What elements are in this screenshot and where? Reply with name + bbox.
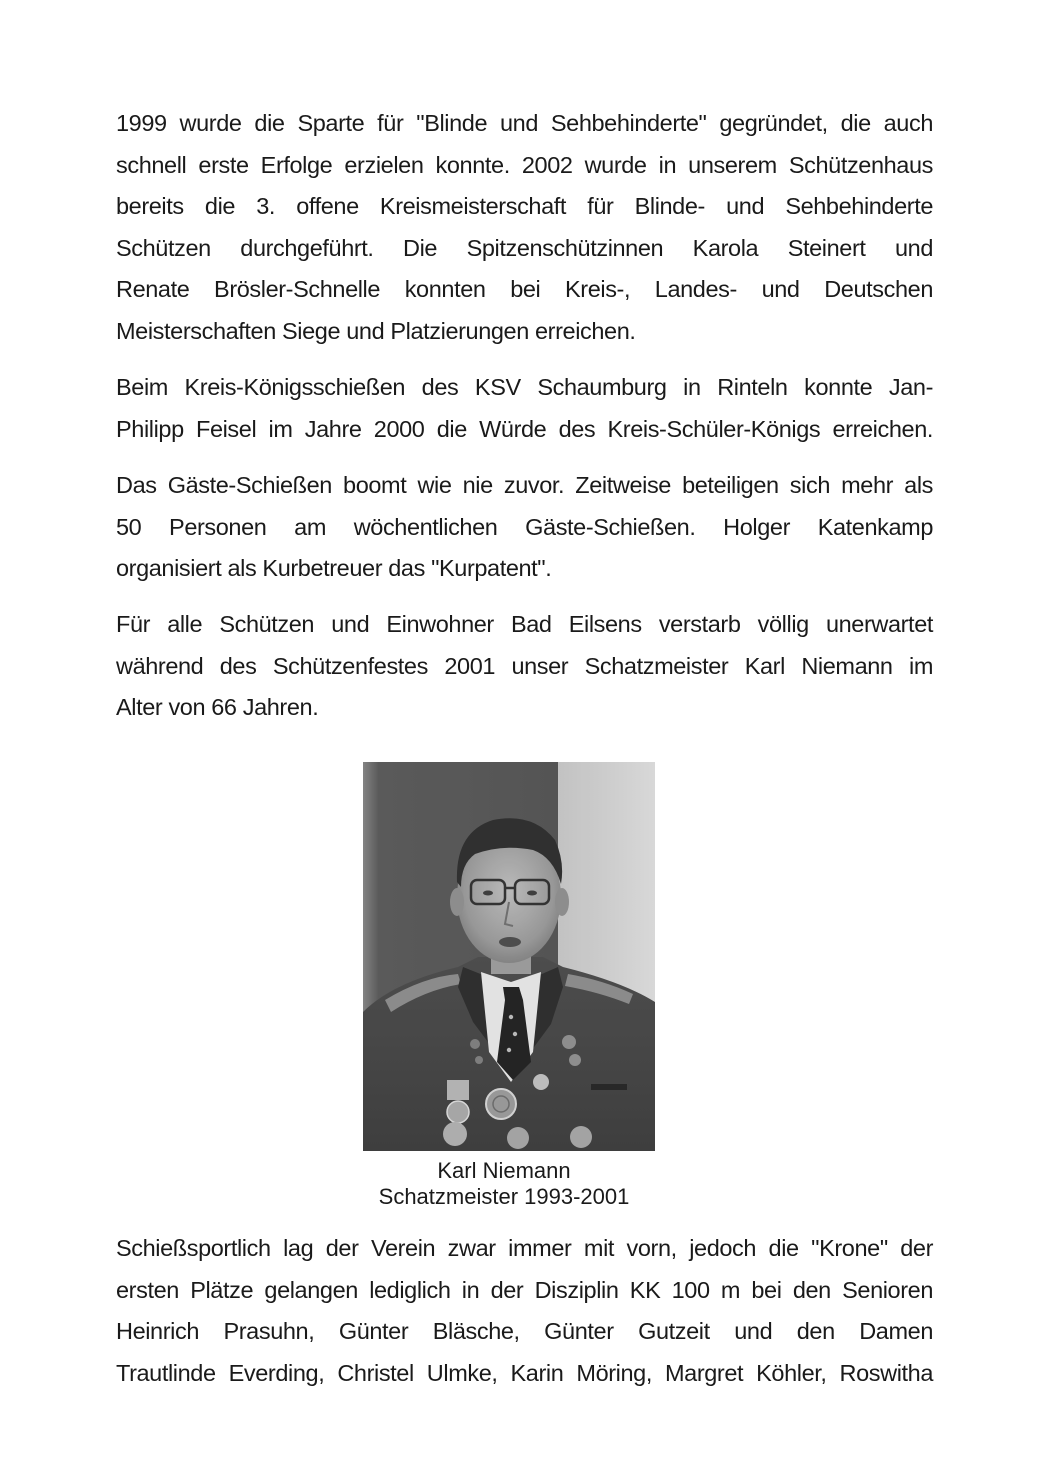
text-line: Schützen durchgeführt. Die Spitzenschützinnen Karola Steinert und [116, 234, 933, 261]
text-line: Philipp Feisel im Jahre 2000 die Würde des Kreis-Schüler-Königs erreichen. [116, 415, 933, 442]
text-line: 1999 wurde die Sparte für "Blinde und Sehbehinderte" gegründet, die auch [116, 110, 933, 136]
text-line: Heinrich Prasuhn, Günter Bläsche, Günter Gutzeit und den Damen [116, 1318, 933, 1344]
figure-caption [0, 1158, 1008, 1210]
text-line: Trautlinde Everding, Christel Ulmke, Karin Möring, Margret Köhler, Roswitha [116, 1359, 933, 1386]
text-line: Für alle Schützen und Einwohner Bad Eilsens verstarb völlig unerwartet [116, 611, 933, 637]
paragraph-schiesssportlich [116, 1228, 933, 1404]
portrait-figure [363, 762, 655, 1151]
text-line: schnell erste Erfolge erzielen konnte. 2002 wurde in unserem Schützenhaus [116, 151, 933, 178]
text-line: 50 Personen am wöchentlichen Gäste-Schießen. Holger Katenkamp [116, 513, 933, 540]
paragraph-gaeste-schiessen [116, 465, 933, 600]
text-line: Alter von 66 Jahren. [116, 694, 319, 720]
text-line: ersten Plätze gelangen lediglich in der Disziplin KK 100 m bei den Senioren [116, 1276, 933, 1303]
caption-name: Karl Niemann [437, 1158, 571, 1183]
paragraph-kreis-koenigsschiessen [116, 367, 933, 460]
text-line: Meisterschaften Siege und Platzierungen erreichen. [116, 317, 636, 344]
portrait-photo [363, 762, 655, 1151]
text-line: organisiert als Kurbetreuer das "Kurpatent". [116, 555, 552, 581]
caption-role: Schatzmeister 1993-2001 [378, 1184, 630, 1209]
text-line: während des Schützenfestes 2001 unser Schatzmeister Karl Niemann im [116, 652, 933, 679]
text-line: Das Gäste-Schießen boomt wie nie zuvor. Zeitweise beteiligen sich mehr als [116, 472, 933, 498]
text-line: bereits die 3. offene Kreismeisterschaft für Blinde- und Sehbehinderte [116, 193, 933, 219]
text-line: Schießsportlich lag der Verein zwar immer mit vorn, jedoch die "Krone" der [116, 1235, 933, 1261]
portrait-image [363, 762, 655, 1151]
text-line: Beim Kreis-Königsschießen des KSV Schaumburg in Rinteln konnte Jan- [116, 374, 933, 400]
paragraph-sparte-blinde [116, 103, 933, 362]
paragraph-nachruf-niemann [116, 604, 933, 739]
text-line: Renate Brösler-Schnelle konnten bei Kreis-, Landes- und Deutschen [116, 276, 933, 302]
